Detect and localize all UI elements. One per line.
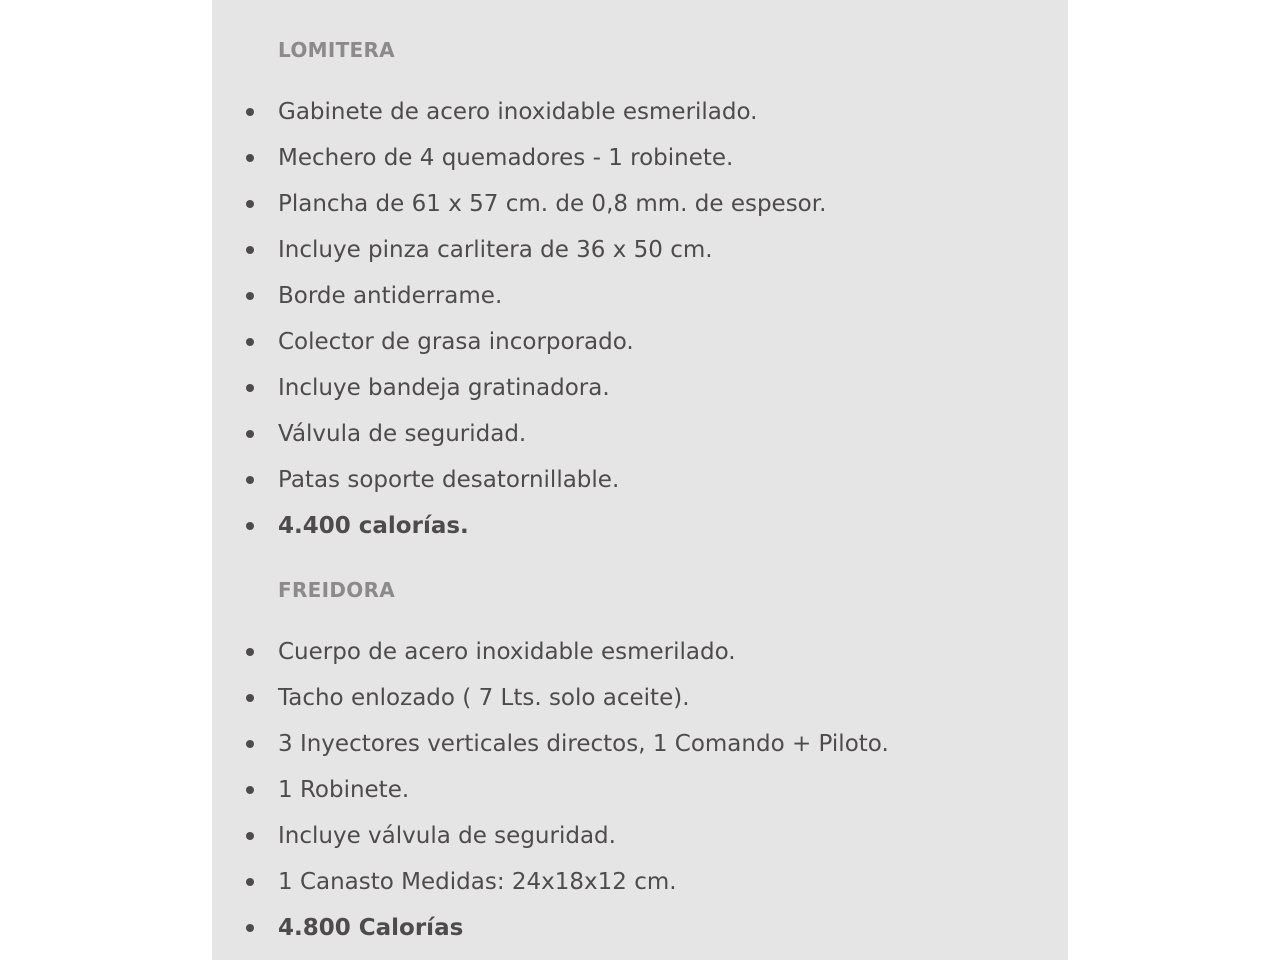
list-item-text: Incluye pinza carlitera de 36 x 50 cm.: [278, 237, 713, 263]
list-item-text: Válvula de seguridad.: [278, 421, 527, 447]
spec-list-freidora: [242, 629, 889, 951]
list-item-text: Tacho enlozado ( 7 Lts. solo aceite).: [278, 685, 690, 711]
bullet-icon: [246, 522, 254, 530]
list-item-text: Cuerpo de acero inoxidable esmerilado.: [278, 639, 736, 665]
list-item-text: 4.400 calorías.: [278, 513, 469, 539]
bullet-icon: [246, 476, 254, 484]
list-item-text: Incluye válvula de seguridad.: [278, 823, 616, 849]
list-item-text: 1 Robinete.: [278, 777, 410, 803]
bullet-icon: [246, 740, 254, 748]
list-item: [242, 721, 889, 767]
list-item-text: Mechero de 4 quemadores - 1 robinete.: [278, 145, 734, 171]
bullet-icon: [246, 338, 254, 346]
list-item-calories: [242, 905, 889, 951]
spec-list-lomitera: [242, 89, 826, 549]
list-item: [242, 675, 889, 721]
list-item: [242, 227, 826, 273]
bullet-icon: [246, 924, 254, 932]
list-item-text: Incluye bandeja gratinadora.: [278, 375, 610, 401]
bullet-icon: [246, 786, 254, 794]
bullet-icon: [246, 108, 254, 116]
bullet-icon: [246, 154, 254, 162]
bullet-icon: [246, 694, 254, 702]
list-item: [242, 629, 889, 675]
list-item-text: Patas soporte desatornillable.: [278, 467, 620, 493]
section-title-freidora: FREIDORA: [278, 578, 396, 602]
list-item-text: 1 Canasto Medidas: 24x18x12 cm.: [278, 869, 677, 895]
bullet-icon: [246, 384, 254, 392]
bullet-icon: [246, 832, 254, 840]
list-item-text: 3 Inyectores verticales directos, 1 Comando + Piloto.: [278, 731, 889, 757]
list-item: [242, 319, 826, 365]
spec-panel: [212, 0, 1068, 960]
list-item-text: 4.800 Calorías: [278, 915, 464, 941]
bullet-icon: [246, 292, 254, 300]
list-item-text: Plancha de 61 x 57 cm. de 0,8 mm. de espesor.: [278, 191, 827, 217]
list-item-text: Colector de grasa incorporado.: [278, 329, 634, 355]
list-item-text: Borde antiderrame.: [278, 283, 503, 309]
list-item: [242, 135, 826, 181]
list-item: [242, 273, 826, 319]
list-item: [242, 411, 826, 457]
section-title-lomitera: LOMITERA: [278, 38, 395, 62]
list-item: [242, 365, 826, 411]
bullet-icon: [246, 200, 254, 208]
bullet-icon: [246, 246, 254, 254]
list-item: [242, 181, 826, 227]
list-item: [242, 89, 826, 135]
bullet-icon: [246, 648, 254, 656]
list-item-text: Gabinete de acero inoxidable esmerilado.: [278, 99, 758, 125]
list-item: [242, 767, 889, 813]
list-item: [242, 457, 826, 503]
list-item: [242, 813, 889, 859]
list-item-calories: [242, 503, 826, 549]
list-item: [242, 859, 889, 905]
bullet-icon: [246, 430, 254, 438]
bullet-icon: [246, 878, 254, 886]
